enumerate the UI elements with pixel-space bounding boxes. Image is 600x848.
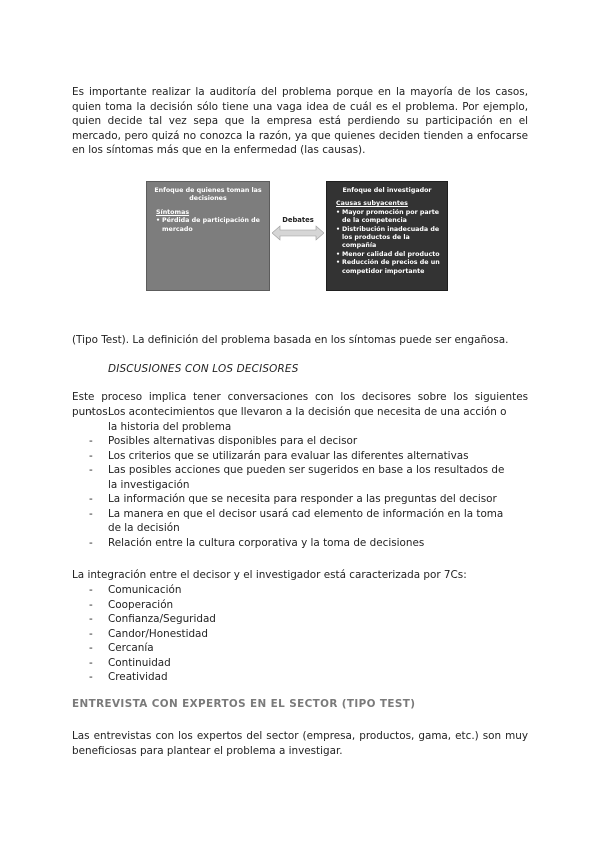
list-item: - Creatividad — [89, 670, 389, 685]
list-item: - Cercanía — [89, 641, 389, 656]
right-box-item: • Mayor promoción por parte de la competencia — [336, 209, 441, 226]
list-item: - Los criterios que se utilizarán para evaluar las diferentes alternativas — [89, 449, 509, 464]
left-box-subtitle: Síntomas — [156, 208, 190, 216]
list-item: - Comunicación — [89, 583, 389, 598]
proceso-paragraph: Este proceso implica tener conversaciones con los decisores sobre los siguientes puntos: — [72, 391, 528, 418]
right-box-subtitle: Causas subyacentes — [336, 200, 408, 208]
list-item: - La información que se necesita para responder a las preguntas del decisor — [89, 492, 509, 507]
list-item: - Confianza/Seguridad — [89, 612, 389, 627]
intro-paragraph: Es importante realizar la auditoría del problema porque en la mayoría de los casos, quien toma la decisión sólo tiene una vaga idea de cuál es el problema. Por ejemplo, quien decide tal vez sepa que la empresa está perdiendo su participación en el mercado, pero quizá no conozca la razón, ya que quienes deciden tienden a enfocarse en los síntomas más que en la enfermedad (las causas). — [72, 86, 528, 156]
researcher-focus-box — [326, 181, 448, 291]
puntos-list — [89, 405, 509, 550]
right-box-item: • Distribución inadecuada de los productos de la compañía — [336, 226, 441, 251]
integracion-paragraph: La integración entre el decisor y el investigador está caracterizada por 7Cs: — [72, 569, 467, 581]
right-box-item: • Reducción de precios de un competidor importante — [336, 259, 441, 276]
double-arrow-icon — [272, 225, 324, 241]
tipo-test-paragraph: (Tipo Test). La definición del problema basada en los síntomas puede ser engañosa. — [72, 334, 509, 346]
list-item: - La manera en que el decisor usará cad elemento de información en la toma de la decisión — [89, 507, 509, 536]
symptoms-vs-causes-diagram — [146, 181, 448, 293]
right-box-title: Enfoque del investigador — [342, 187, 432, 194]
siete-c-list — [89, 583, 389, 685]
right-box-item: • Menor calidad del producto — [336, 251, 441, 259]
decision-maker-focus-box — [146, 181, 270, 291]
list-item: - Cooperación — [89, 598, 389, 613]
list-item: - Relación entre la cultura corporativa y la toma de decisiones — [89, 536, 509, 551]
entrevista-paragraph: Las entrevistas con los expertos del sector (empresa, productos, gama, etc.) son muy beneficiosas para plantear el problema a investigar. — [72, 730, 528, 757]
list-item: - Los acontecimientos que llevaron a la decisión que necesita de una acción o la historia del problema — [89, 405, 509, 434]
list-item: - Las posibles acciones que pueden ser sugeridos en base a los resultados de la investigación — [89, 463, 509, 492]
entrevista-heading: ENTREVISTA CON EXPERTOS EN EL SECTOR (TIPO TEST) — [72, 698, 416, 710]
left-box-item: • Pérdida de participación de mercado — [156, 217, 263, 234]
left-box-title: Enfoque de quienes toman las decisiones — [154, 187, 262, 203]
list-item: - Candor/Honestidad — [89, 627, 389, 642]
debates-label: Debates — [282, 216, 314, 224]
list-item: - Continuidad — [89, 656, 389, 671]
list-item: - Posibles alternativas disponibles para el decisor — [89, 434, 509, 449]
discusiones-heading: DISCUSIONES CON LOS DECISORES — [108, 363, 299, 375]
